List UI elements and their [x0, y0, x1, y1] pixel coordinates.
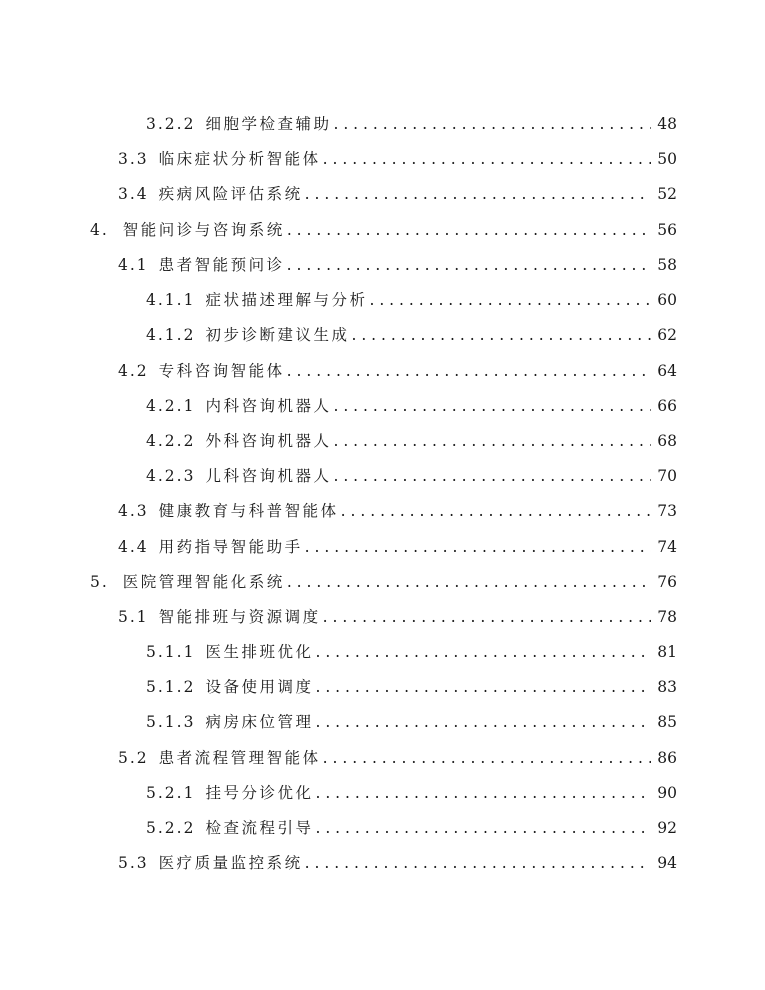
dot-leader	[287, 361, 651, 381]
dot-leader	[315, 677, 651, 697]
entry-page-number: 52	[657, 185, 677, 203]
entry-number: 4.2.1	[146, 397, 196, 415]
toc-entry-5-2[interactable]	[118, 748, 677, 768]
entry-page-number: 86	[657, 749, 677, 767]
toc-entry-4-2[interactable]	[118, 361, 677, 381]
entry-page-number: 58	[657, 256, 677, 274]
entry-page-number: 90	[657, 784, 677, 802]
entry-number: 5.1.2	[146, 678, 196, 696]
toc-entry-5-1-2[interactable]	[146, 677, 677, 697]
toc-entry-5-2-2[interactable]	[146, 818, 677, 838]
entry-title: 患者流程管理智能体	[158, 749, 321, 767]
toc-entry-3-2-2[interactable]	[146, 114, 677, 134]
toc-entry-5-1-3[interactable]	[146, 712, 677, 732]
toc-entry-5-1-1[interactable]	[146, 642, 677, 662]
entry-title: 外科咨询机器人	[205, 432, 332, 450]
entry-number: 4.2.2	[146, 432, 196, 450]
entry-title: 患者智能预问诊	[158, 256, 285, 274]
entry-title: 初步诊断建议生成	[205, 326, 350, 344]
entry-number: 4.4	[118, 538, 149, 556]
entry-title: 挂号分诊优化	[205, 784, 314, 802]
entry-page-number: 73	[657, 502, 677, 520]
toc-entry-5-2-1[interactable]	[146, 783, 677, 803]
entry-number: 3.3	[118, 150, 149, 168]
entry-page-number: 56	[657, 221, 677, 239]
toc-entry-5-1[interactable]	[118, 607, 677, 627]
dot-leader	[323, 149, 651, 169]
entry-number: 4.1.1	[146, 291, 196, 309]
entry-page-number: 48	[657, 115, 677, 133]
dot-leader	[333, 114, 651, 134]
toc-entry-3-3[interactable]	[118, 149, 677, 169]
entry-number: 5.2.1	[146, 784, 196, 802]
entry-page-number: 70	[657, 467, 677, 485]
dot-leader	[333, 396, 651, 416]
entry-page-number: 92	[657, 819, 677, 837]
entry-number: 5.2.2	[146, 819, 196, 837]
entry-number: 5.3	[118, 854, 149, 872]
entry-page-number: 76	[657, 573, 677, 591]
dot-leader	[305, 853, 651, 873]
entry-title: 医生排班优化	[205, 643, 314, 661]
toc-entry-4-2-2[interactable]	[146, 431, 677, 451]
dot-leader	[287, 572, 651, 592]
entry-number: 4.	[90, 221, 109, 239]
entry-title: 儿科咨询机器人	[205, 467, 332, 485]
toc-entry-5[interactable]	[90, 572, 677, 592]
dot-leader	[287, 255, 651, 275]
toc-entry-4-1[interactable]	[118, 255, 677, 275]
dot-leader	[315, 712, 651, 732]
entry-title: 临床症状分析智能体	[158, 150, 321, 168]
toc-entry-4-1-2[interactable]	[146, 325, 677, 345]
entry-number: 5.2	[118, 749, 149, 767]
entry-number: 5.	[90, 573, 109, 591]
entry-number: 3.2.2	[146, 115, 196, 133]
entry-title: 内科咨询机器人	[205, 397, 332, 415]
entry-page-number: 62	[657, 326, 677, 344]
entry-title: 智能问诊与咨询系统	[122, 221, 285, 239]
dot-leader	[305, 537, 651, 557]
toc-entry-4-3[interactable]	[118, 501, 677, 521]
entry-title: 检查流程引导	[205, 819, 314, 837]
entry-number: 4.2.3	[146, 467, 196, 485]
entry-title: 智能排班与资源调度	[158, 608, 321, 626]
entry-page-number: 94	[657, 854, 677, 872]
dot-leader	[323, 607, 651, 627]
entry-title: 病房床位管理	[205, 713, 314, 731]
entry-page-number: 68	[657, 432, 677, 450]
toc-entry-4-4[interactable]	[118, 537, 677, 557]
toc-entry-4[interactable]	[90, 220, 677, 240]
entry-number: 4.3	[118, 502, 149, 520]
toc-entry-5-3[interactable]	[118, 853, 677, 873]
entry-page-number: 66	[657, 397, 677, 415]
toc-entry-4-1-1[interactable]	[146, 290, 677, 310]
entry-title: 疾病风险评估系统	[158, 185, 303, 203]
entry-title: 健康教育与科普智能体	[158, 502, 339, 520]
entry-number: 5.1.3	[146, 713, 196, 731]
entry-page-number: 78	[657, 608, 677, 626]
dot-leader	[287, 220, 651, 240]
entry-number: 3.4	[118, 185, 149, 203]
entry-page-number: 85	[657, 713, 677, 731]
dot-leader	[351, 325, 651, 345]
entry-number: 4.1	[118, 256, 149, 274]
entry-number: 4.1.2	[146, 326, 196, 344]
entry-page-number: 83	[657, 678, 677, 696]
dot-leader	[315, 642, 651, 662]
dot-leader	[323, 748, 651, 768]
entry-title: 症状描述理解与分析	[205, 291, 368, 309]
dot-leader	[315, 783, 651, 803]
dot-leader	[305, 184, 651, 204]
entry-page-number: 50	[657, 150, 677, 168]
entry-page-number: 60	[657, 291, 677, 309]
dot-leader	[341, 501, 651, 521]
entry-title: 专科咨询智能体	[158, 362, 285, 380]
entry-title: 医院管理智能化系统	[122, 573, 285, 591]
toc-entry-4-2-3[interactable]	[146, 466, 677, 486]
entry-title: 设备使用调度	[205, 678, 314, 696]
toc-entry-3-4[interactable]	[118, 184, 677, 204]
dot-leader	[369, 290, 651, 310]
entry-title: 用药指导智能助手	[158, 538, 303, 556]
entry-number: 4.2	[118, 362, 149, 380]
dot-leader	[333, 466, 651, 486]
entry-title: 细胞学检查辅助	[205, 115, 332, 133]
entry-page-number: 64	[657, 362, 677, 380]
entry-page-number: 74	[657, 538, 677, 556]
entry-number: 5.1.1	[146, 643, 196, 661]
entry-page-number: 81	[657, 643, 677, 661]
entry-number: 5.1	[118, 608, 149, 626]
toc-entry-4-2-1[interactable]	[146, 396, 677, 416]
dot-leader	[333, 431, 651, 451]
dot-leader	[315, 818, 651, 838]
entry-title: 医疗质量监控系统	[158, 854, 303, 872]
